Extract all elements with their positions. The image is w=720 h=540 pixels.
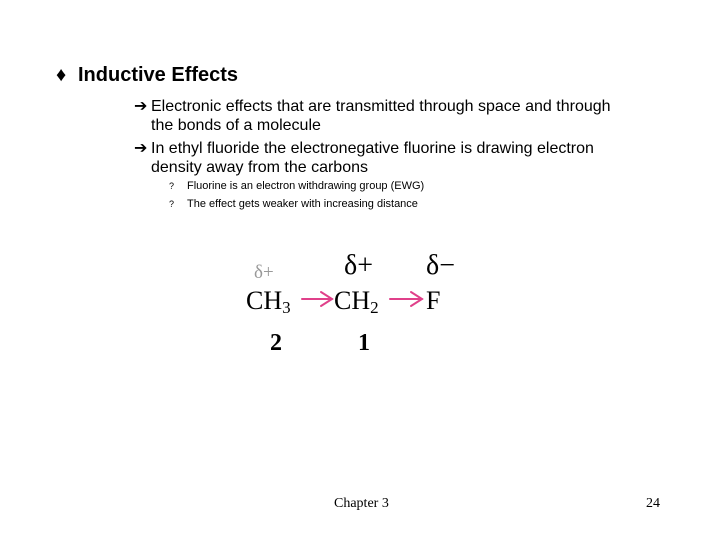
- arrow-bullet-icon: ➔: [134, 98, 148, 115]
- footer-page-number: 24: [646, 496, 660, 511]
- bullet-point-2: [134, 139, 674, 177]
- delta-plus: δ+: [344, 250, 373, 281]
- ch3-group: $CH_3$: [246, 286, 291, 317]
- point-2-line-2: density away from the carbons: [151, 159, 368, 176]
- ethyl-fluoride-diagram: [240, 248, 480, 360]
- delta-minus: δ−: [426, 250, 455, 281]
- carbon-label-1: 1: [358, 330, 370, 356]
- footer-chapter: Chapter 3: [334, 496, 389, 511]
- sub-bullet-icon: ?: [169, 181, 175, 191]
- slide-title: [56, 64, 238, 87]
- carbon-label-2: 2: [270, 330, 282, 356]
- sub-point-1: [169, 180, 424, 192]
- arrow-ch3-to-ch2-icon: [302, 292, 332, 306]
- arrow-bullet-icon: ➔: [134, 140, 148, 157]
- ch2-group: $CH_2$: [334, 286, 379, 317]
- diamond-bullet-icon: ♦: [56, 64, 67, 86]
- point-1-line-1: Electronic effects that are transmitted through space and through: [151, 98, 611, 115]
- title-text: Inductive Effects: [78, 64, 239, 86]
- bullet-point-1: [134, 97, 674, 135]
- sub-point-2-text: The effect gets weaker with increasing distance: [187, 198, 418, 210]
- delta-plus-small: δ+: [254, 262, 274, 283]
- point-1-line-2: the bonds of a molecule: [151, 117, 321, 134]
- fluorine-atom: F: [426, 286, 441, 315]
- sub-point-2: [169, 198, 418, 210]
- arrow-ch2-to-f-icon: [390, 292, 422, 306]
- sub-bullet-icon: ?: [169, 199, 175, 209]
- sub-point-1-text: Fluorine is an electron withdrawing group (EWG): [187, 180, 425, 192]
- point-2-line-1: In ethyl fluoride the electronegative fluorine is drawing electron: [151, 140, 594, 157]
